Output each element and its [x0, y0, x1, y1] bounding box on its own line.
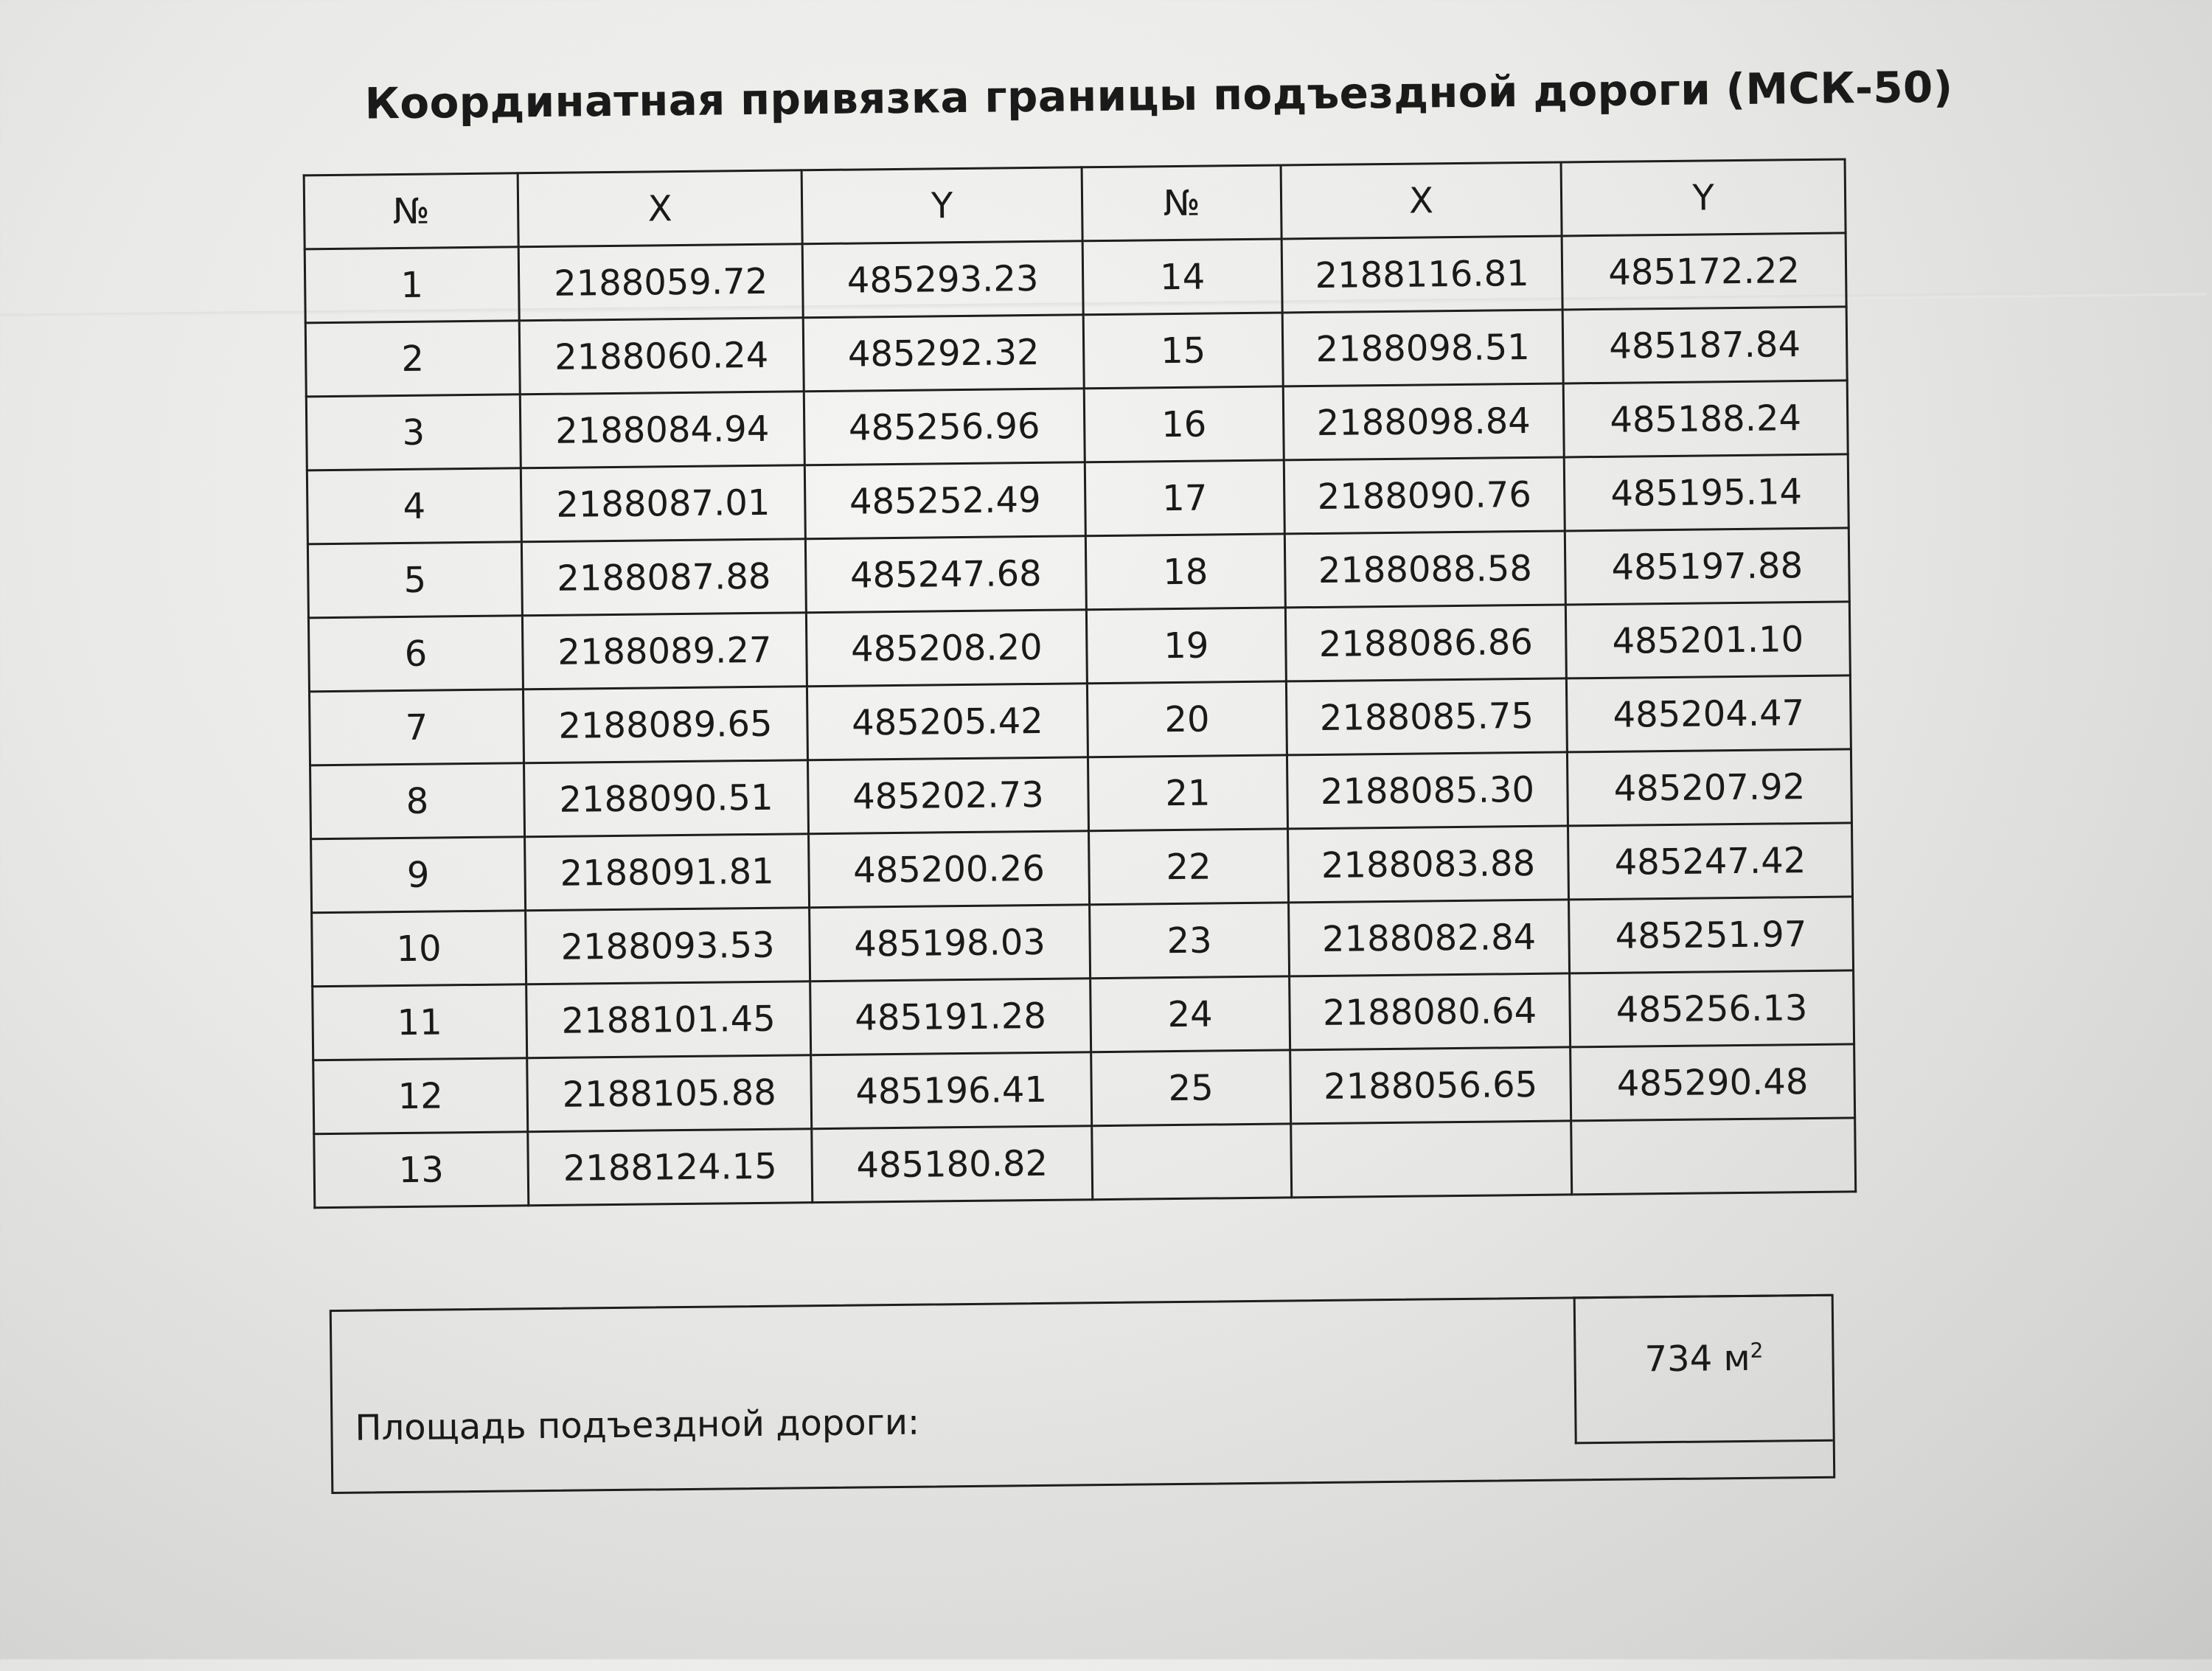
point-number-cell: 21	[1088, 755, 1287, 831]
point-number-cell: 23	[1090, 903, 1290, 979]
x-coordinate-cell: 2188098.51	[1282, 310, 1563, 386]
point-number-cell	[1092, 1124, 1292, 1200]
area-summary-box	[330, 1294, 1836, 1494]
y-coordinate-cell: 485202.73	[807, 757, 1088, 834]
point-number-cell: 22	[1089, 829, 1289, 905]
y-coordinate-cell: 485256.96	[804, 389, 1085, 465]
y-coordinate-cell: 485204.47	[1566, 675, 1851, 752]
y-coordinate-cell: 485208.20	[806, 610, 1087, 687]
y-coordinate-cell: 485187.84	[1562, 307, 1847, 383]
x-coordinate-cell: 2188087.01	[521, 465, 805, 542]
point-number-cell: 17	[1085, 460, 1284, 536]
x-coordinate-cell: 2188083.88	[1288, 826, 1569, 903]
header-number: №	[1082, 165, 1281, 241]
x-coordinate-cell: 2188124.15	[528, 1129, 813, 1206]
point-number-cell: 20	[1087, 681, 1287, 757]
x-coordinate-cell: 2188056.65	[1290, 1047, 1571, 1124]
point-number-cell: 9	[311, 837, 526, 913]
x-coordinate-cell: 2188089.65	[523, 687, 807, 763]
y-coordinate-cell: 485256.13	[1570, 970, 1854, 1047]
x-coordinate-cell: 2188085.30	[1287, 752, 1568, 829]
point-number-cell: 24	[1091, 976, 1290, 1052]
point-number-cell: 10	[312, 911, 526, 987]
y-coordinate-cell: 485201.10	[1565, 602, 1850, 678]
x-coordinate-cell: 2188084.94	[520, 392, 804, 468]
x-coordinate-cell: 2188082.84	[1289, 900, 1570, 976]
y-coordinate-cell: 485293.23	[802, 241, 1083, 318]
x-coordinate-cell: 2188059.72	[518, 244, 803, 321]
header-number: №	[304, 173, 518, 249]
y-coordinate-cell: 485252.49	[804, 462, 1085, 539]
point-number-cell: 18	[1085, 534, 1285, 610]
area-value-text: 734 м	[1644, 1337, 1750, 1380]
x-coordinate-cell	[1291, 1121, 1572, 1198]
x-coordinate-cell: 2188093.53	[526, 908, 810, 984]
x-coordinate-cell: 2188087.88	[521, 539, 806, 616]
point-number-cell: 5	[307, 542, 522, 618]
point-number-cell: 7	[309, 689, 524, 765]
x-coordinate-cell: 2188090.51	[524, 760, 809, 837]
point-number-cell: 13	[314, 1132, 529, 1208]
y-coordinate-cell	[1571, 1118, 1856, 1195]
y-coordinate-cell: 485207.92	[1567, 749, 1851, 826]
document-title: Координатная привязка границы подъездной дороги (МСК-50)	[364, 61, 1953, 129]
point-number-cell: 4	[307, 468, 521, 544]
y-coordinate-cell: 485290.48	[1571, 1044, 1855, 1121]
header-y: Y	[1561, 159, 1846, 236]
point-number-cell: 16	[1084, 386, 1284, 462]
x-coordinate-cell: 2188060.24	[519, 318, 804, 395]
y-coordinate-cell: 485247.42	[1568, 823, 1852, 900]
point-number-cell: 1	[305, 247, 519, 323]
table-row	[314, 1118, 1856, 1208]
x-coordinate-cell: 2188098.84	[1283, 383, 1564, 460]
y-coordinate-cell: 485180.82	[812, 1126, 1093, 1203]
point-number-cell: 3	[306, 395, 521, 470]
point-number-cell: 6	[308, 616, 523, 692]
y-coordinate-cell: 485172.22	[1562, 233, 1846, 310]
coordinates-table	[303, 158, 1857, 1209]
header-x: X	[1281, 162, 1562, 239]
y-coordinate-cell: 485196.41	[811, 1052, 1092, 1129]
y-coordinate-cell: 485195.14	[1564, 454, 1848, 531]
point-number-cell: 11	[313, 984, 527, 1060]
y-coordinate-cell: 485188.24	[1563, 381, 1848, 457]
y-coordinate-cell: 485292.32	[803, 315, 1084, 392]
area-label: Площадь подъездной дороги:	[355, 1401, 920, 1449]
y-coordinate-cell: 485198.03	[810, 905, 1091, 982]
y-coordinate-cell: 485200.26	[809, 831, 1090, 908]
y-coordinate-cell: 485197.88	[1565, 528, 1849, 605]
header-y: Y	[801, 167, 1082, 244]
y-coordinate-cell: 485205.42	[807, 684, 1088, 760]
y-coordinate-cell: 485251.97	[1569, 897, 1854, 973]
x-coordinate-cell: 2188101.45	[526, 982, 811, 1058]
y-coordinate-cell: 485247.68	[805, 536, 1086, 613]
header-x: X	[518, 170, 802, 247]
table-body	[305, 233, 1855, 1208]
x-coordinate-cell: 2188088.58	[1284, 531, 1565, 608]
point-number-cell: 14	[1082, 239, 1282, 315]
point-number-cell: 19	[1086, 608, 1286, 684]
x-coordinate-cell: 2188090.76	[1284, 457, 1565, 534]
x-coordinate-cell: 2188116.81	[1281, 236, 1562, 313]
point-number-cell: 15	[1083, 313, 1283, 389]
point-number-cell: 25	[1091, 1050, 1291, 1126]
x-coordinate-cell: 2188091.81	[525, 834, 810, 911]
area-value	[1644, 1338, 1763, 1380]
point-number-cell: 8	[310, 763, 525, 839]
point-number-cell: 12	[313, 1058, 528, 1134]
x-coordinate-cell: 2188085.75	[1286, 678, 1567, 755]
x-coordinate-cell: 2188080.64	[1290, 973, 1571, 1050]
area-value-cell	[1573, 1294, 1833, 1445]
x-coordinate-cell: 2188105.88	[527, 1055, 812, 1132]
x-coordinate-cell: 2188089.27	[522, 613, 807, 689]
area-unit-exponent: 2	[1750, 1338, 1764, 1363]
y-coordinate-cell: 485191.28	[810, 979, 1091, 1055]
point-number-cell: 2	[305, 321, 520, 397]
x-coordinate-cell: 2188086.86	[1285, 605, 1566, 681]
